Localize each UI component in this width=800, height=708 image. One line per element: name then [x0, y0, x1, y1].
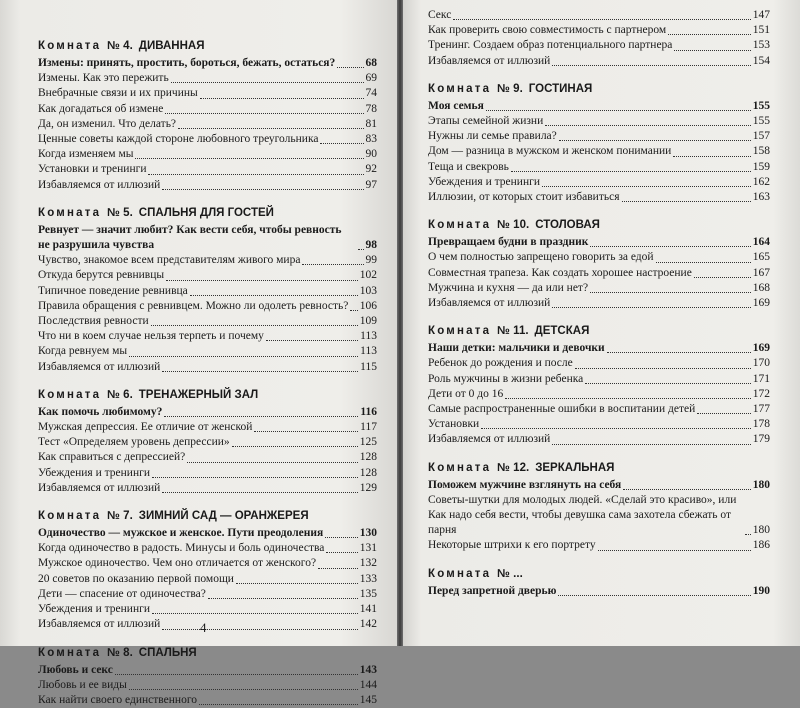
toc-entry	[38, 526, 377, 541]
entry-title: 20 советов по оказанию первой помощи	[38, 572, 234, 587]
room-word: Комната	[38, 510, 101, 522]
toc-section	[38, 205, 377, 375]
entry-page-number: 90	[366, 147, 378, 162]
toc-entry	[38, 132, 377, 147]
entry-page-number: 167	[753, 266, 770, 281]
entry-title: Последствия ревности	[38, 314, 149, 329]
toc-entry	[428, 175, 770, 190]
entry-title: Убеждения и тренинги	[38, 602, 150, 617]
room-heading	[38, 387, 377, 403]
dot-leader	[129, 689, 358, 690]
entry-page-number: 145	[360, 693, 377, 708]
entry-title: Секс	[428, 8, 451, 23]
entry-title: Чувство, знакомое всем представителям живого мира	[38, 253, 300, 268]
toc-section	[428, 460, 770, 554]
entry-title: Некоторые штрихи к его портрету	[428, 538, 596, 553]
room-heading	[38, 645, 377, 661]
room-number: № 11.	[497, 325, 528, 337]
entry-page-number: 169	[753, 296, 770, 311]
dot-leader	[585, 383, 750, 384]
toc-entry	[428, 356, 770, 371]
entry-page-number: 99	[366, 253, 378, 268]
toc-entry	[38, 481, 377, 496]
toc-entry	[428, 341, 770, 356]
dot-leader	[162, 371, 358, 372]
toc-entry	[38, 678, 377, 693]
entry-page-number: 155	[753, 99, 770, 114]
entry-title: Ценные советы каждой стороне любовного треугольника	[38, 132, 318, 147]
entry-page-number: 131	[360, 541, 377, 556]
toc-entry	[38, 602, 377, 617]
room-word: Комната	[38, 207, 101, 219]
entry-title: Как помочь любимому?	[38, 405, 162, 420]
entry-page-number: 159	[753, 160, 770, 175]
toc-entry	[38, 556, 377, 571]
room-number: № 5.	[107, 207, 133, 219]
room-number: № 4.	[107, 40, 133, 52]
entry-title: Правила обращения с ревнивцем. Можно ли одолеть ревность?	[38, 299, 348, 314]
toc-section	[38, 645, 377, 708]
entry-page-number: 117	[360, 420, 377, 435]
toc-entry	[38, 587, 377, 602]
dot-leader	[190, 295, 358, 296]
entry-title: Измены. Как это пережить	[38, 71, 169, 86]
dot-leader	[481, 428, 751, 429]
entry-page-number: 130	[360, 526, 377, 541]
dot-leader	[656, 262, 751, 263]
room-word: Комната	[38, 40, 101, 52]
dot-leader	[129, 356, 358, 357]
dot-leader	[199, 704, 358, 705]
toc-entry	[428, 250, 770, 265]
dot-leader	[320, 143, 363, 144]
entry-page-number: 74	[366, 86, 378, 101]
dot-leader	[453, 19, 750, 20]
entry-title: Мужское одиночество. Чем оно отличается от женского?	[38, 556, 316, 571]
room-heading	[428, 566, 770, 582]
toc-section	[428, 217, 770, 311]
entry-page-number: 132	[360, 556, 377, 571]
room-title: ЗИМНИЙ САД — ОРАНЖЕРЕЯ	[139, 510, 309, 522]
entry-page-number: 179	[753, 432, 770, 447]
entry-page-number: 92	[366, 162, 378, 177]
entry-page-number: 169	[753, 341, 770, 356]
dot-leader	[162, 189, 363, 190]
entry-page-number: 135	[360, 587, 377, 602]
right-toc	[428, 81, 770, 599]
toc-entry	[38, 299, 377, 314]
toc-entry	[428, 266, 770, 281]
toc-entry	[38, 360, 377, 375]
entry-title: О чем полностью запрещено говорить за едой	[428, 250, 654, 265]
entry-title: Когда одиночество в радость. Минусы и боль одиночества	[38, 541, 324, 556]
dot-leader	[254, 431, 358, 432]
entry-title: Перед запретной дверью	[428, 584, 556, 599]
room-number: № 12.	[497, 462, 529, 474]
entry-title: Как проверить свою совместимость с партнером	[428, 23, 666, 38]
entry-title: Дети от 0 до 16	[428, 387, 503, 402]
toc-entry	[428, 114, 770, 129]
entry-page-number: 180	[753, 523, 770, 538]
left-toc	[38, 38, 377, 708]
entry-title: Любовь и секс	[38, 663, 113, 678]
entry-title: Избавляемся от иллюзий	[428, 54, 550, 69]
entry-title: Моя семья	[428, 99, 484, 114]
toc-entry	[38, 617, 377, 632]
dot-leader	[694, 277, 751, 278]
entry-page-number: 113	[360, 329, 377, 344]
toc-entry	[428, 584, 770, 599]
toc-entry	[428, 538, 770, 553]
entry-title: Избавляемся от иллюзий	[428, 432, 550, 447]
dot-leader	[590, 292, 751, 293]
entry-title: Внебрачные связи и их причины	[38, 86, 198, 101]
entry-page-number: 180	[753, 478, 770, 493]
room-number: № ...	[497, 568, 523, 580]
toc-entry	[38, 71, 377, 86]
entry-page-number: 154	[753, 54, 770, 69]
entry-page-number: 190	[753, 584, 770, 599]
toc-entry	[38, 329, 377, 344]
entry-page-number: 97	[366, 178, 378, 193]
entry-page-number: 125	[360, 435, 377, 450]
toc-entry	[428, 8, 770, 23]
entry-title: Одиночество — мужское и женское. Пути преодоления	[38, 526, 323, 541]
dot-leader	[162, 629, 357, 630]
room-word: Комната	[38, 647, 101, 659]
room-number: № 6.	[107, 389, 133, 401]
toc-entry	[38, 284, 377, 299]
entry-page-number: 106	[360, 299, 377, 314]
entry-page-number: 116	[360, 405, 377, 420]
dot-leader	[558, 595, 750, 596]
dot-leader	[575, 368, 751, 369]
entry-page-number: 115	[360, 360, 377, 375]
toc-entry	[38, 405, 377, 420]
dot-leader	[266, 340, 358, 341]
dot-leader	[325, 537, 358, 538]
dot-leader	[545, 125, 751, 126]
dot-leader	[165, 113, 363, 114]
dot-leader	[178, 128, 363, 129]
entry-title: Теща и свекровь	[428, 160, 509, 175]
entry-title: Поможем мужчине взглянуть на себя	[428, 478, 621, 493]
dot-leader	[505, 398, 751, 399]
dot-leader	[486, 110, 751, 111]
left-page	[0, 0, 397, 646]
toc-entry	[38, 223, 377, 253]
entry-title: Нужны ли семье правила?	[428, 129, 557, 144]
dot-leader	[151, 325, 358, 326]
entry-title: Когда изменяем мы	[38, 147, 133, 162]
dot-leader	[623, 489, 751, 490]
room-heading	[428, 460, 770, 476]
entry-title: Тренинг. Создаем образ потенциального партнера	[428, 38, 672, 53]
room-heading	[38, 508, 377, 524]
room-heading	[428, 323, 770, 339]
toc-entry	[38, 162, 377, 177]
dot-leader	[607, 352, 751, 353]
entry-page-number: 83	[366, 132, 378, 147]
toc-section	[428, 81, 770, 205]
dot-leader	[697, 413, 751, 414]
dot-leader	[166, 280, 358, 281]
entry-title: Роль мужчины в жизни ребенка	[428, 372, 583, 387]
room-title: ДИВАННАЯ	[139, 40, 205, 52]
toc-entry	[38, 56, 377, 71]
dot-leader	[148, 174, 363, 175]
dot-leader	[590, 246, 750, 247]
entry-page-number: 129	[360, 481, 377, 496]
entry-page-number: 186	[753, 538, 770, 553]
toc-entry	[38, 450, 377, 465]
dot-leader	[598, 550, 751, 551]
entry-page-number: 177	[753, 402, 770, 417]
entry-page-number: 165	[753, 250, 770, 265]
entry-page-number: 109	[360, 314, 377, 329]
room-title: ТРЕНАЖЕРНЫЙ ЗАЛ	[139, 389, 258, 401]
entry-page-number: 171	[753, 372, 770, 387]
entry-page-number: 78	[366, 102, 378, 117]
entry-title: Тест «Определяем уровень депрессии»	[38, 435, 230, 450]
dot-leader	[673, 156, 750, 157]
entry-title: Установки	[428, 417, 479, 432]
room-title: СТОЛОВАЯ	[535, 219, 600, 231]
dot-leader	[164, 416, 358, 417]
entry-page-number: 103	[360, 284, 377, 299]
toc-section	[38, 38, 377, 193]
room-heading	[38, 205, 377, 221]
entry-page-number: 155	[753, 114, 770, 129]
entry-title: Советы-шутки для молодых людей. «Сделай это красиво», или Как надо себя вести, чтобы девушка сама захотела сбежать от парня	[428, 493, 743, 539]
entry-page-number: 168	[753, 281, 770, 296]
toc-entry	[38, 314, 377, 329]
toc-entry	[428, 402, 770, 417]
entry-title: Убеждения и тренинги	[428, 175, 540, 190]
dot-leader	[622, 201, 751, 202]
entry-page-number: 143	[360, 663, 377, 678]
dot-leader	[358, 249, 364, 250]
page-number: 4	[200, 620, 207, 636]
entry-title: Самые распространенные ошибки в воспитании детей	[428, 402, 695, 417]
toc-entry	[428, 296, 770, 311]
toc-section	[38, 508, 377, 632]
entry-page-number: 133	[360, 572, 377, 587]
entry-page-number: 158	[753, 144, 770, 159]
toc-entry	[38, 178, 377, 193]
entry-page-number: 157	[753, 129, 770, 144]
dot-leader	[236, 583, 358, 584]
dot-leader	[208, 598, 358, 599]
dot-leader	[302, 264, 363, 265]
continued-entries	[428, 8, 770, 69]
toc-entry	[428, 432, 770, 447]
entry-page-number: 170	[753, 356, 770, 371]
toc-entry	[38, 541, 377, 556]
toc-entry	[38, 435, 377, 450]
entry-title: Избавляемся от иллюзий	[38, 481, 160, 496]
toc-entry	[428, 478, 770, 493]
toc-entry	[38, 466, 377, 481]
entry-title: Когда ревнуем мы	[38, 344, 127, 359]
room-number: № 10.	[497, 219, 529, 231]
entry-title: Убеждения и тренинги	[38, 466, 150, 481]
toc-entry	[38, 117, 377, 132]
room-heading	[38, 38, 377, 54]
entry-title: Совместная трапеза. Как создать хорошее настроение	[428, 266, 692, 281]
dot-leader	[171, 82, 364, 83]
entry-page-number: 141	[360, 602, 377, 617]
entry-title: Дети — спасение от одиночества?	[38, 587, 206, 602]
dot-leader	[326, 552, 357, 553]
room-word: Комната	[38, 389, 101, 401]
toc-entry	[428, 99, 770, 114]
room-number: № 8.	[107, 647, 133, 659]
entry-title: Наши детки: мальчики и девочки	[428, 341, 605, 356]
entry-title: Избавляемся от иллюзий	[38, 178, 160, 193]
dot-leader	[152, 613, 358, 614]
room-word: Комната	[428, 462, 491, 474]
entry-title: Установки и тренинги	[38, 162, 146, 177]
entry-page-number: 147	[753, 8, 770, 23]
toc-entry	[38, 253, 377, 268]
dot-leader	[337, 67, 363, 68]
room-title: ЗЕРКАЛЬНАЯ	[535, 462, 614, 474]
dot-leader	[559, 140, 751, 141]
entry-page-number: 142	[360, 617, 377, 632]
room-word: Комната	[428, 325, 491, 337]
dot-leader	[350, 310, 357, 311]
room-title: ГОСТИНАЯ	[529, 83, 593, 95]
room-title: СПАЛЬНЯ ДЛЯ ГОСТЕЙ	[139, 207, 274, 219]
room-title: ДЕТСКАЯ	[535, 325, 590, 337]
toc-entry	[428, 281, 770, 296]
toc-entry	[428, 144, 770, 159]
entry-page-number: 164	[753, 235, 770, 250]
entry-page-number: 128	[360, 466, 377, 481]
entry-page-number: 69	[366, 71, 378, 86]
toc-section	[428, 566, 770, 599]
entry-page-number: 153	[753, 38, 770, 53]
dot-leader	[187, 462, 357, 463]
dot-leader	[135, 158, 363, 159]
entry-title: Что ни в коем случае нельзя терпеть и почему	[38, 329, 264, 344]
dot-leader	[152, 477, 358, 478]
entry-title: Избавляемся от иллюзий	[38, 360, 160, 375]
entry-page-number: 178	[753, 417, 770, 432]
entry-title: Избавляемся от иллюзий	[38, 617, 160, 632]
toc-entry	[428, 190, 770, 205]
toc-entry	[38, 572, 377, 587]
room-heading	[428, 217, 770, 233]
entry-page-number: 113	[360, 344, 377, 359]
toc-section	[38, 387, 377, 496]
entry-page-number: 163	[753, 190, 770, 205]
entry-title: Превращаем будни в праздник	[428, 235, 588, 250]
toc-entry	[38, 102, 377, 117]
entry-title: Избавляемся от иллюзий	[428, 296, 550, 311]
toc-entry	[428, 54, 770, 69]
toc-section	[428, 323, 770, 447]
entry-title: Любовь и ее виды	[38, 678, 127, 693]
toc-entry	[428, 235, 770, 250]
dot-leader	[745, 534, 751, 535]
toc-entry	[428, 417, 770, 432]
entry-page-number: 98	[366, 238, 378, 253]
dot-leader	[674, 50, 750, 51]
right-page	[403, 0, 800, 646]
entry-title: Иллюзии, от которых стоит избавиться	[428, 190, 620, 205]
entry-title: Типичное поведение ревнивца	[38, 284, 188, 299]
dot-leader	[318, 568, 358, 569]
entry-title: Ревнует — значит любит? Как вести себя, чтобы ревность не разрушила чувства	[38, 223, 356, 253]
entry-page-number: 144	[360, 678, 377, 693]
toc-entry	[38, 86, 377, 101]
dot-leader	[162, 492, 357, 493]
entry-title: Мужская депрессия. Ее отличие от женской	[38, 420, 252, 435]
entry-page-number: 81	[366, 117, 378, 132]
toc-entry	[428, 38, 770, 53]
dot-leader	[232, 446, 358, 447]
dot-leader	[552, 65, 750, 66]
entry-page-number: 151	[753, 23, 770, 38]
entry-title: Этапы семейной жизни	[428, 114, 543, 129]
dot-leader	[200, 98, 364, 99]
entry-title: Как найти своего единственного	[38, 693, 197, 708]
toc-entry	[38, 344, 377, 359]
dot-leader	[668, 34, 751, 35]
entry-title: Как справиться с депрессией?	[38, 450, 185, 465]
entry-title: Как догадаться об измене	[38, 102, 163, 117]
room-word: Комната	[428, 568, 491, 580]
toc-entry	[428, 387, 770, 402]
toc-entry	[428, 129, 770, 144]
entry-title: Измены: принять, простить, бороться, бежать, остаться?	[38, 56, 335, 71]
entry-title: Откуда берутся ревнивцы	[38, 268, 164, 283]
toc-entry	[428, 160, 770, 175]
room-number: № 7.	[107, 510, 133, 522]
toc-entry	[38, 693, 377, 708]
dot-leader	[115, 674, 358, 675]
entry-page-number: 68	[366, 56, 378, 71]
entry-page-number: 102	[360, 268, 377, 283]
toc-entry	[38, 268, 377, 283]
dot-leader	[542, 186, 751, 187]
toc-entry	[38, 147, 377, 162]
entry-page-number: 162	[753, 175, 770, 190]
room-number: № 9.	[497, 83, 523, 95]
entry-title: Ребенок до рождения и после	[428, 356, 573, 371]
toc-entry	[428, 23, 770, 38]
entry-page-number: 128	[360, 450, 377, 465]
toc-entry	[428, 493, 770, 539]
room-heading	[428, 81, 770, 97]
toc-entry	[428, 372, 770, 387]
room-word: Комната	[428, 219, 491, 231]
dot-leader	[552, 444, 750, 445]
toc-entry	[38, 420, 377, 435]
entry-page-number: 172	[753, 387, 770, 402]
entry-title: Мужчина и кухня — да или нет?	[428, 281, 588, 296]
entry-title: Дом — разница в мужском и женском понимании	[428, 144, 671, 159]
toc-entry	[38, 663, 377, 678]
room-title: СПАЛЬНЯ	[139, 647, 197, 659]
dot-leader	[511, 171, 751, 172]
entry-title: Да, он изменил. Что делать?	[38, 117, 176, 132]
dot-leader	[552, 307, 750, 308]
room-word: Комната	[428, 83, 491, 95]
